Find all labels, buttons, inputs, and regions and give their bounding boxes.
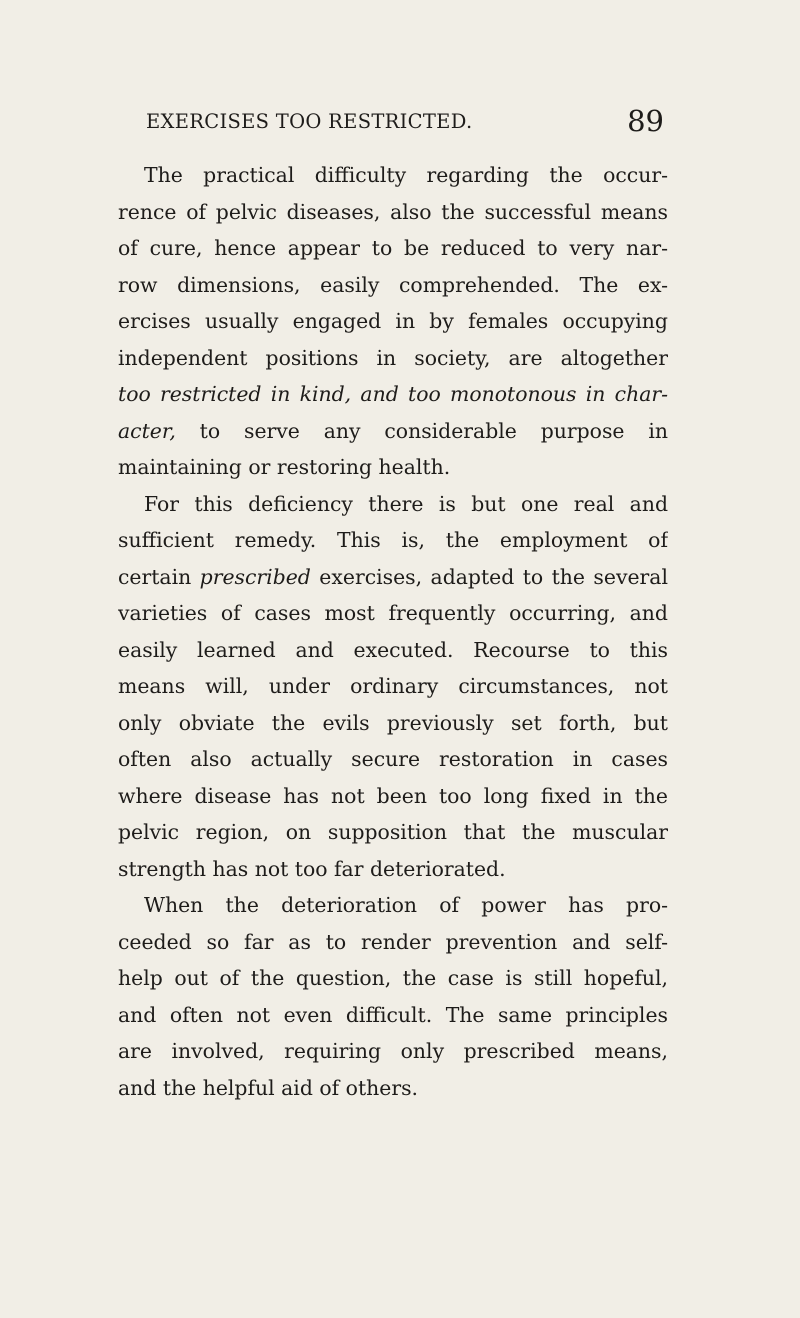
text-segment: easily learned and executed. Recourse to this [118,637,668,662]
text-line [118,924,668,961]
text-segment: maintaining or restoring health. [118,455,451,479]
text-segment: to serve any considerable purpose in [175,418,668,443]
text-line [118,449,668,486]
running-head-title: EXERCISES TOO RESTRICTED. [146,110,473,133]
text-line [118,887,668,924]
text-line [118,632,668,669]
text-segment: The practical difficulty regarding the occur- [144,163,668,187]
text-segment: row dimensions, easily comprehended. The ex- [118,272,668,297]
text-line [118,778,668,815]
running-head [146,104,664,144]
text-line [118,960,668,997]
text-segment: pelvic region, on supposition that the muscular [118,820,668,844]
text-line [118,851,668,888]
text-segment: and often not even difficult. The same principles [118,1002,668,1027]
page-number: 89 [627,104,664,138]
text-segment: sufficient remedy. This is, the employment of [118,528,668,552]
text-segment: For this deficiency there is but one real and [144,491,668,516]
text-line [118,1033,668,1070]
text-line [118,157,668,194]
italic-text: prescribed [199,564,311,589]
italic-text: acter, [118,418,176,443]
text-segment: ceeded so far as to render prevention and self- [118,929,668,954]
text-segment: where disease has not been too long fixed in the [118,783,668,808]
italic-text: too restricted in kind, and too monotonous in char- [118,382,668,406]
text-line [118,267,668,304]
text-segment: help out of the question, the case is still hopeful, [118,966,668,990]
text-line [118,814,668,851]
text-line [118,303,668,340]
text-line [118,668,668,705]
text-line [118,595,668,632]
text-line [118,522,668,559]
text-segment: means will, under ordinary circumstances, not [118,674,668,698]
text-line [118,705,668,742]
text-segment: and the helpful aid of others. [118,1075,419,1100]
text-line [118,230,668,267]
text-line [118,413,668,450]
text-line [118,741,668,778]
text-line [118,340,668,377]
text-line [118,376,668,413]
text-line [118,1070,668,1107]
text-segment: only obviate the evils previously set forth, but [118,710,668,735]
text-segment: When the deterioration of power has pro- [144,893,668,917]
text-segment: of cure, hence appear to be reduced to very nar- [118,236,668,260]
text-body [118,157,668,1106]
text-segment: exercises, adapted to the several [310,564,668,589]
text-segment: independent positions in society, are altogether [118,345,668,370]
text-line [118,559,668,596]
text-segment: are involved, requiring only prescribed means, [118,1039,668,1063]
text-segment: certain [118,564,200,589]
text-segment: rence of pelvic diseases, also the successful means [118,199,668,224]
text-segment: often also actually secure restoration in cases [118,747,668,771]
text-segment: ercises usually engaged in by females occupying [118,309,668,333]
text-segment: strength has not too far deteriorated. [118,856,506,881]
text-line [118,194,668,231]
text-segment: varieties of cases most frequently occurring, and [118,601,668,625]
text-line [118,486,668,523]
text-line [118,997,668,1034]
